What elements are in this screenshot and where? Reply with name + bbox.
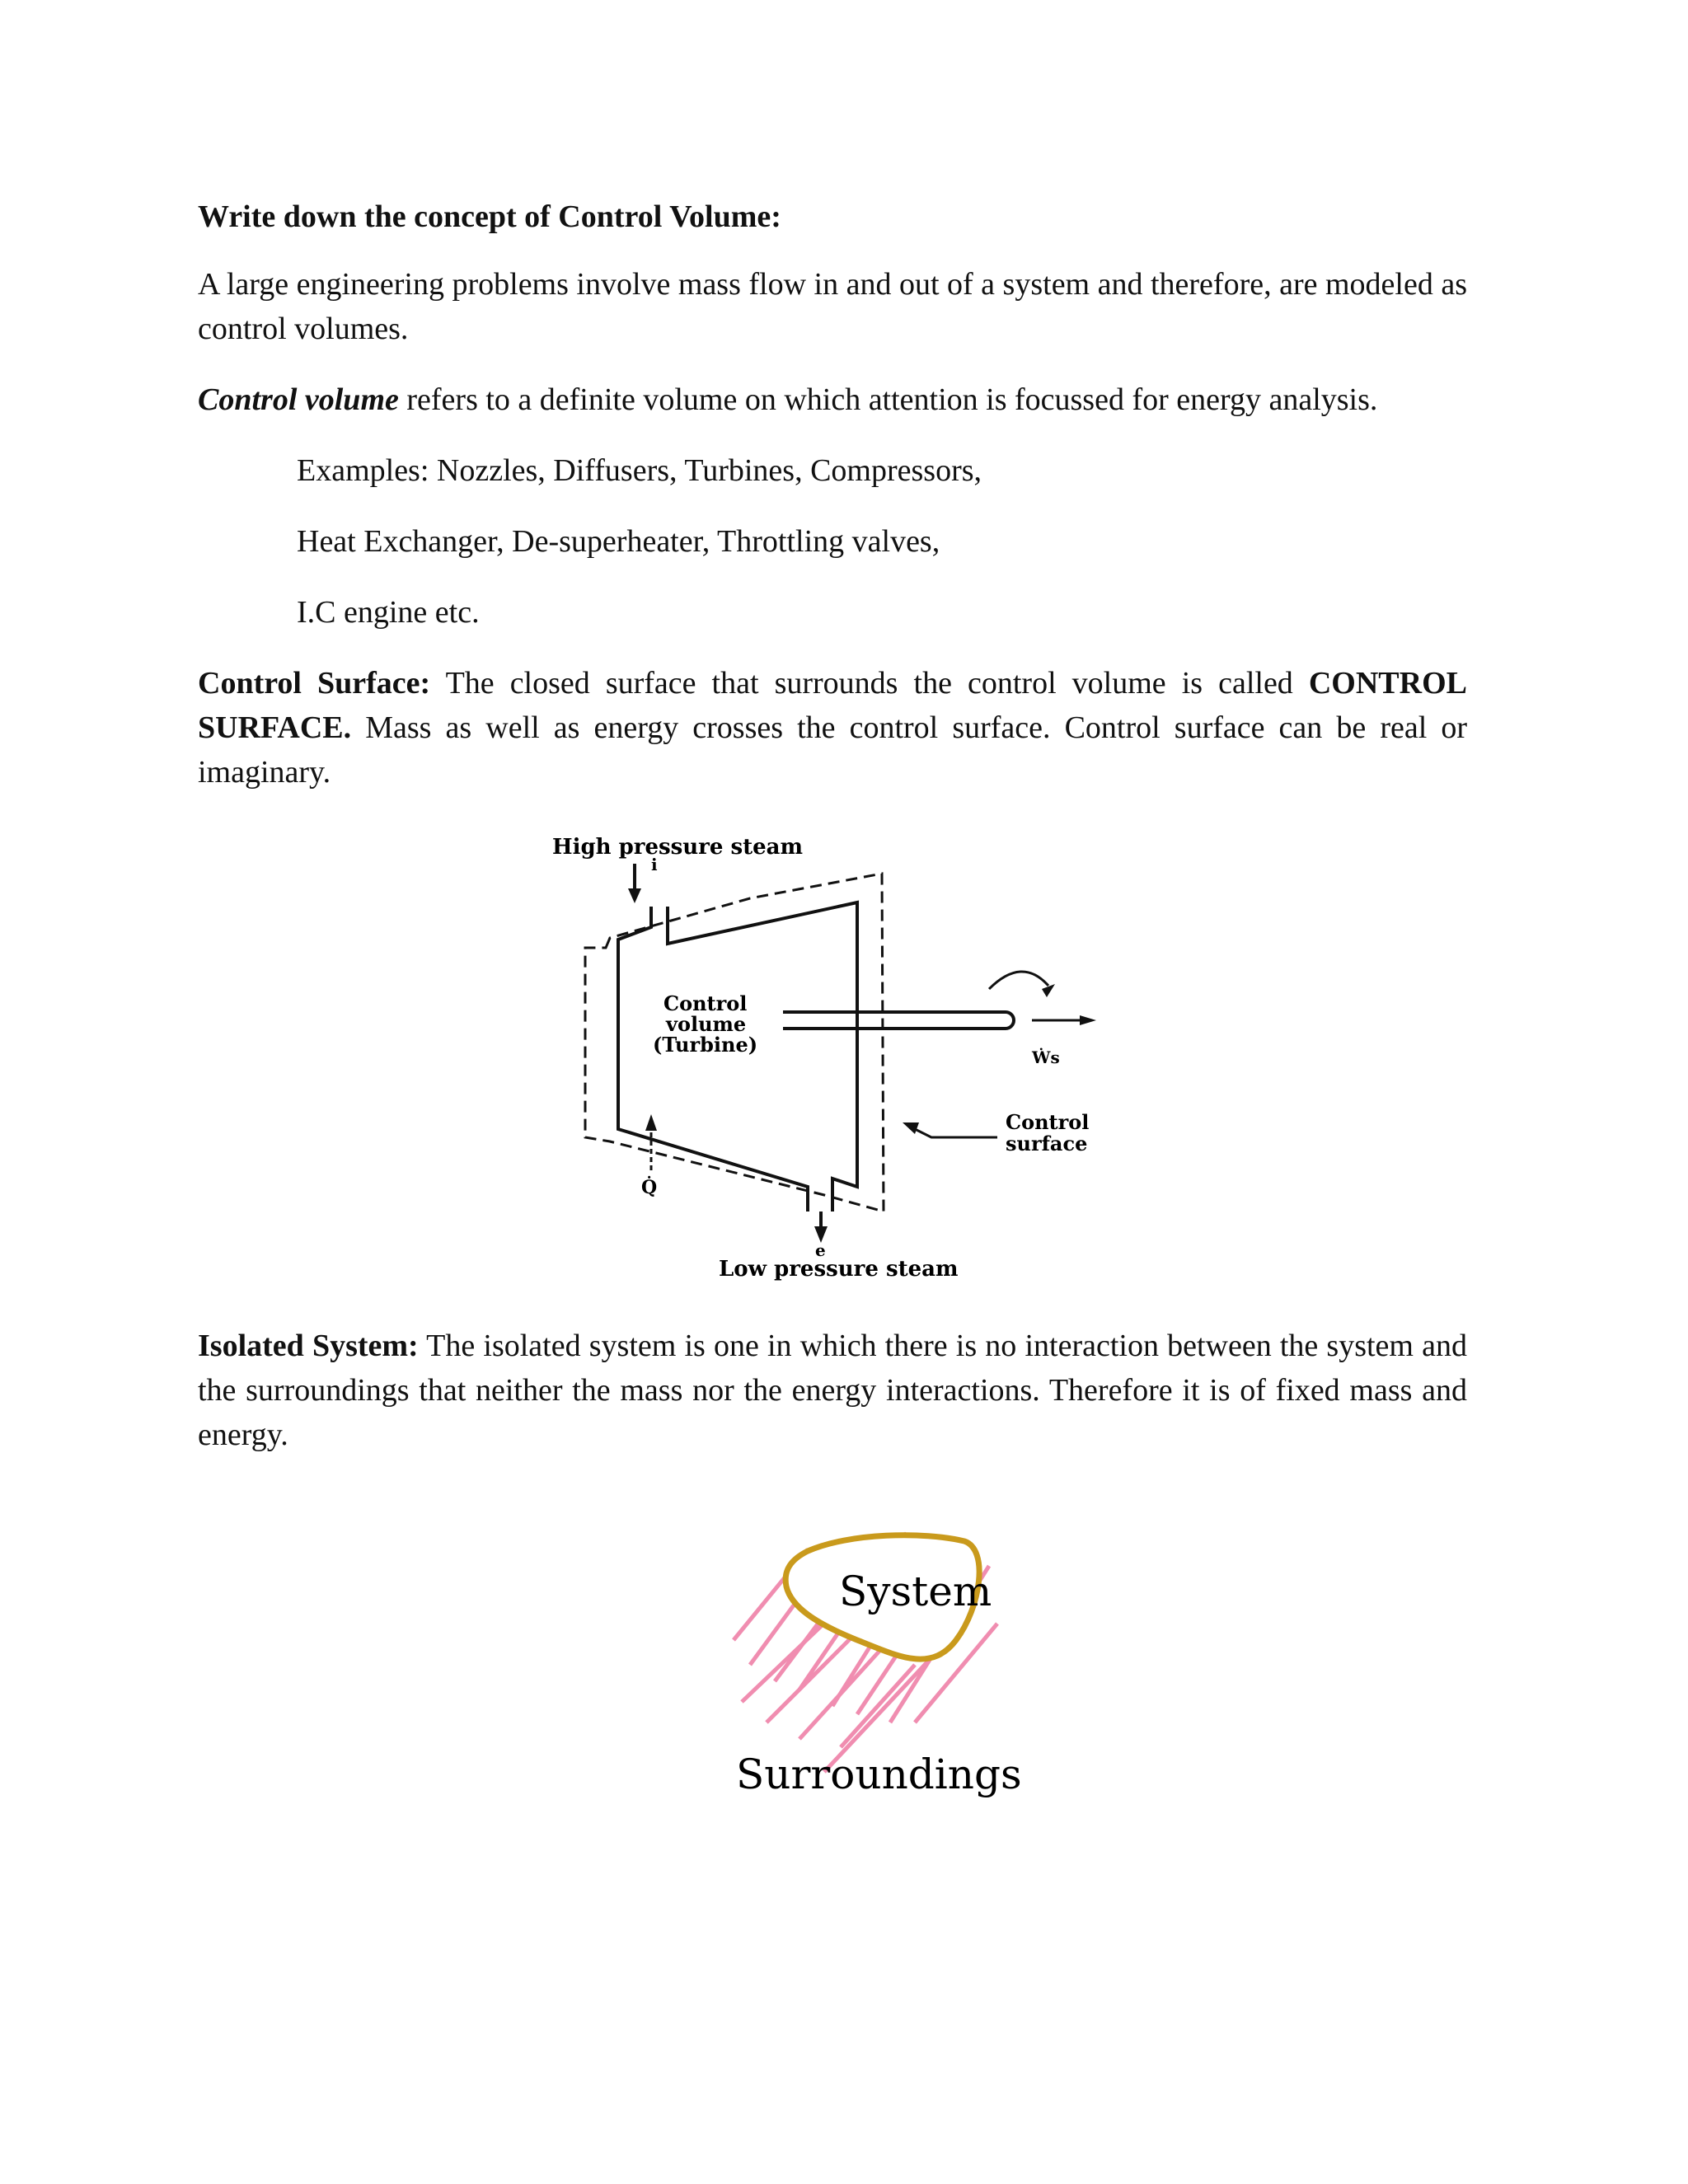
- cv-label-2: volume: [666, 1012, 747, 1036]
- turbine-control-volume-diagram: [528, 824, 1121, 1286]
- control-surface-pointer: [915, 1129, 997, 1137]
- rotation-arrowhead: [1042, 984, 1055, 997]
- examples-list: [297, 448, 1467, 635]
- term-control-surface: Control Surface:: [198, 666, 431, 701]
- cs-label-1: Control: [1006, 1110, 1090, 1134]
- paragraph-control-surface: [198, 661, 1467, 794]
- control-surface-bold: CONTROL SURFACE.: [198, 666, 1467, 745]
- inlet-label: i: [651, 855, 658, 874]
- examples-line-2: Heat Exchanger, De-superheater, Throttling valves,: [297, 524, 940, 559]
- term-control-volume: Control volume: [198, 382, 399, 417]
- term-isolated-system: Isolated System:: [198, 1329, 419, 1363]
- system-surroundings-diagram: [717, 1516, 1047, 1846]
- shaft-end: [1006, 1012, 1014, 1029]
- paragraph-control-volume: [198, 377, 1467, 422]
- heading: Write down the concept of Control Volume:: [198, 199, 781, 234]
- inlet-arrowhead: [628, 888, 641, 903]
- work-arrowhead: [1080, 1015, 1096, 1025]
- control-volume-definition: refers to a definite volume on which attention is focussed for energy analysis.: [398, 382, 1378, 417]
- examples-line-3: I.C engine etc.: [297, 595, 480, 630]
- turbine-body-right: [668, 902, 857, 1212]
- paragraph-large-problems: A large engineering problems involve mass flow in and out of a system and therefore, are modeled as control volumes.: [198, 267, 1467, 346]
- high-pressure-steam-label: High pressure steam: [552, 835, 804, 860]
- cs-label-2: surface: [1006, 1132, 1088, 1155]
- turbine-body-left: [618, 907, 808, 1212]
- examples-line-1: Examples: Nozzles, Diffusers, Turbines, Compressors,: [297, 453, 982, 488]
- isolated-system-section: [198, 1324, 1467, 1457]
- system-label: System: [839, 1568, 992, 1615]
- control-surface-text-1: The closed surface that surrounds the control volume is called: [430, 666, 1309, 701]
- control-surface-pointer-head: [903, 1122, 919, 1134]
- surroundings-label: Surroundings: [736, 1750, 1022, 1798]
- control-surface-text-2: Mass as well as energy crosses the control surface. Control surface can be real or imaginary.: [198, 710, 1467, 790]
- document-body: [198, 194, 1467, 794]
- low-pressure-steam-label: Low pressure steam: [719, 1257, 959, 1282]
- rotation-arrow: [989, 972, 1048, 989]
- outlet-label: e: [815, 1240, 826, 1260]
- heat-label: Q̇: [641, 1177, 658, 1198]
- work-label: Ẇs: [1032, 1047, 1060, 1067]
- paragraph-isolated-system: [198, 1324, 1467, 1457]
- heat-arrowhead: [645, 1114, 657, 1131]
- cv-label-1: Control: [663, 991, 748, 1015]
- cv-label-3: (Turbine): [653, 1033, 758, 1057]
- isolated-system-text: The isolated system is one in which there is no interaction between the system and the surroundings that neither the mass nor the energy interactions. Therefore it is of fixed mass and energy.: [198, 1329, 1468, 1452]
